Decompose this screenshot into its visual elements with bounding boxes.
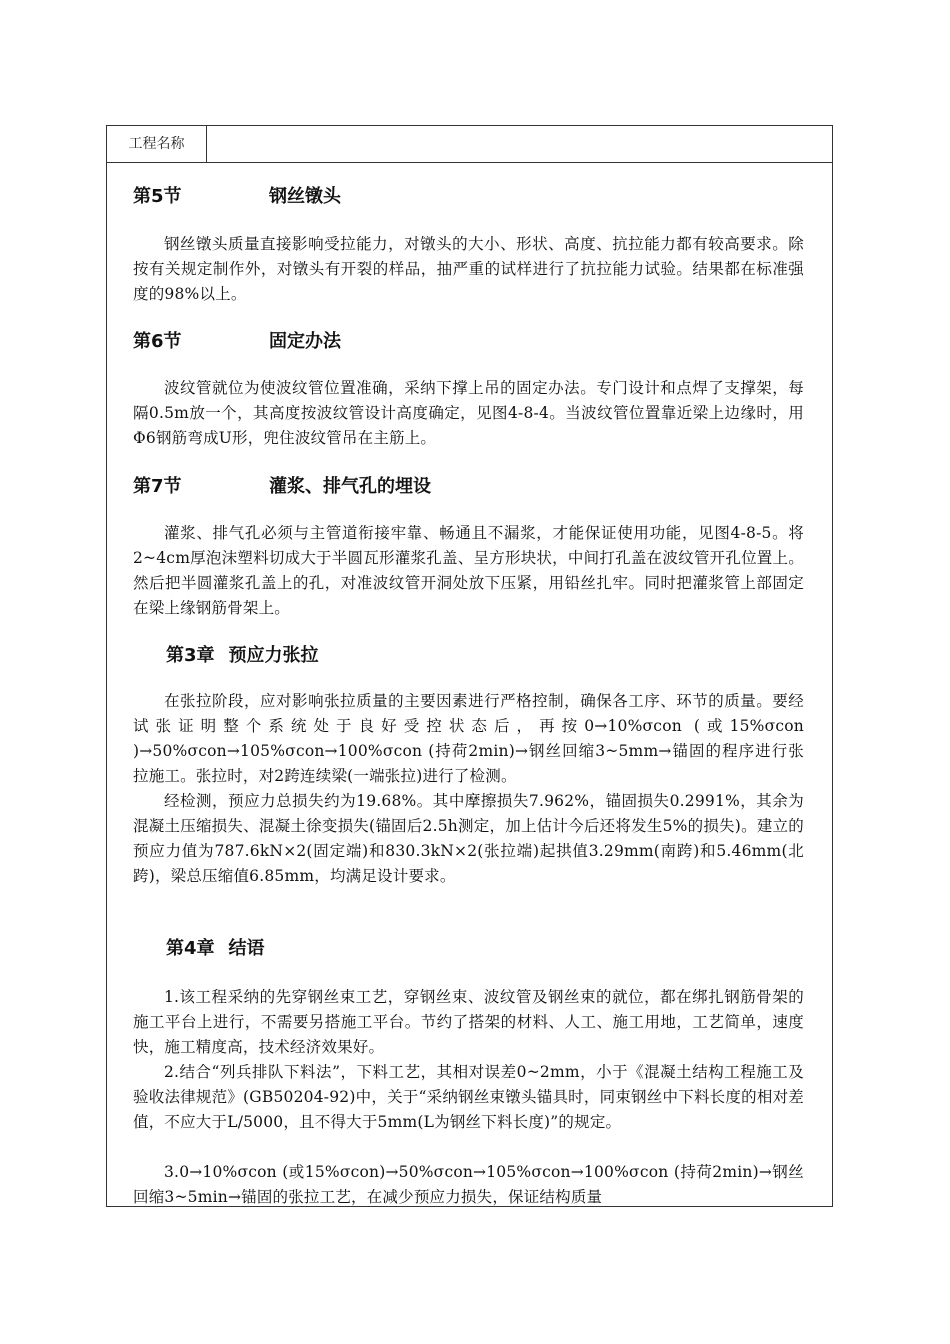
project-name-label: 工程名称 xyxy=(107,126,207,162)
chapter-number: 第4章 xyxy=(166,938,215,959)
section-number: 第7节 xyxy=(133,476,182,497)
section-number: 第5节 xyxy=(133,186,182,207)
section-6-heading xyxy=(133,330,341,354)
header-row xyxy=(107,126,832,163)
paragraph: 波纹管就位为使波纹管位置准确，采纳下撑上吊的固定办法。专门设计和点焊了支撑架，每隔0.5m放一个，其高度按波纹管设计高度确定，见图4-8-4。当波纹管位置靠近梁上边缘时，用Φ6钢筋弯成U形，兜住波纹管吊在主筋上。 xyxy=(133,379,804,447)
section-7-heading xyxy=(133,475,431,499)
paragraph: 1.该工程采纳的先穿钢丝束工艺，穿钢丝束、波纹管及钢丝束的就位，都在绑扎钢筋骨架的施工平台上进行，不需要另搭施工平台。节约了搭架的材料、人工、施工用地，工艺简单，速度快，施工精度高，技术经济效果好。 xyxy=(133,988,804,1056)
paragraph: 在张拉阶段，应对影响张拉质量的主要因素进行严格控制，确保各工序、环节的质量。要经试张证明整个系统处于良好受控状态后，再按0→10%σcon (或15%σcon )→50%σcon→105%σcon→100%σcon (持荷2min)→钢丝回缩3~5mm→锚固的程序进行张拉施工。张拉时，对2跨连续梁(一端张拉)进行了检测。 xyxy=(133,692,804,785)
paragraph: 2.结合“列兵排队下料法”，下料工艺，其相对误差0~2mm，小于《混凝土结构工程施工及验收法律规范》(GB50204-92)中，关于“采纳钢丝束镦头锚具时，同束钢丝中下料长度的相对差值，不应大于L/5000，且不得大于5mm(L为钢丝下料长度)”的规定。 xyxy=(133,1063,804,1131)
paragraph: 钢丝镦头质量直接影响受拉能力，对镦头的大小、形状、高度、抗拉能力都有较高要求。除按有关规定制作外，对镦头有开裂的样品，抽严重的试样进行了抗拉能力试验。结果都在标准强度的98%以上。 xyxy=(133,235,804,303)
paragraph: 3.0→10%σcon (或15%σcon)→50%σcon→105%σcon→100%σcon (持荷2min)→钢丝回缩3~5min→锚固的张拉工艺，在减少预应力损失，保证结构质量 xyxy=(133,1163,804,1206)
section-title: 灌浆、排气孔的埋设 xyxy=(269,476,431,497)
chapter-title: 预应力张拉 xyxy=(228,645,319,666)
section-number: 第6节 xyxy=(133,331,182,352)
document-body xyxy=(107,163,832,1206)
section-5-heading xyxy=(133,185,341,209)
paragraph: 经检测，预应力总损失约为19.68%。其中摩擦损失7.962%，锚固损失0.2991%，其余为混凝土压缩损失、混凝土徐变损失(锚固后2.5h测定，加上估计今后还将发生5%的损失)。建立的预应力值为787.6kN×2(固定端)和830.3kN×2(张拉端)起拱值3.29mm(南跨)和5.46mm(北跨)，梁总压缩值6.85mm，均满足设计要求。 xyxy=(133,792,804,885)
section-title: 固定办法 xyxy=(269,331,341,352)
section-title: 钢丝镦头 xyxy=(269,186,341,207)
chapter-4-heading xyxy=(166,937,265,961)
paragraph: 灌浆、排气孔必须与主管道衔接牢靠、畅通且不漏浆，才能保证使用功能，见图4-8-5。将2~4cm厚泡沫塑料切成大于半圆瓦形灌浆孔盖、呈方形块状，中间打孔盖在波纹管开孔位置上。然后把半圆灌浆孔盖上的孔，对准波纹管开洞处放下压紧，用铅丝扎牢。同时把灌浆管上部固定在梁上缘钢筋骨架上。 xyxy=(133,524,804,617)
chapter-title: 结语 xyxy=(228,938,265,959)
chapter-3-heading xyxy=(166,644,319,668)
chapter-number: 第3章 xyxy=(166,645,215,666)
document-frame xyxy=(106,125,833,1207)
